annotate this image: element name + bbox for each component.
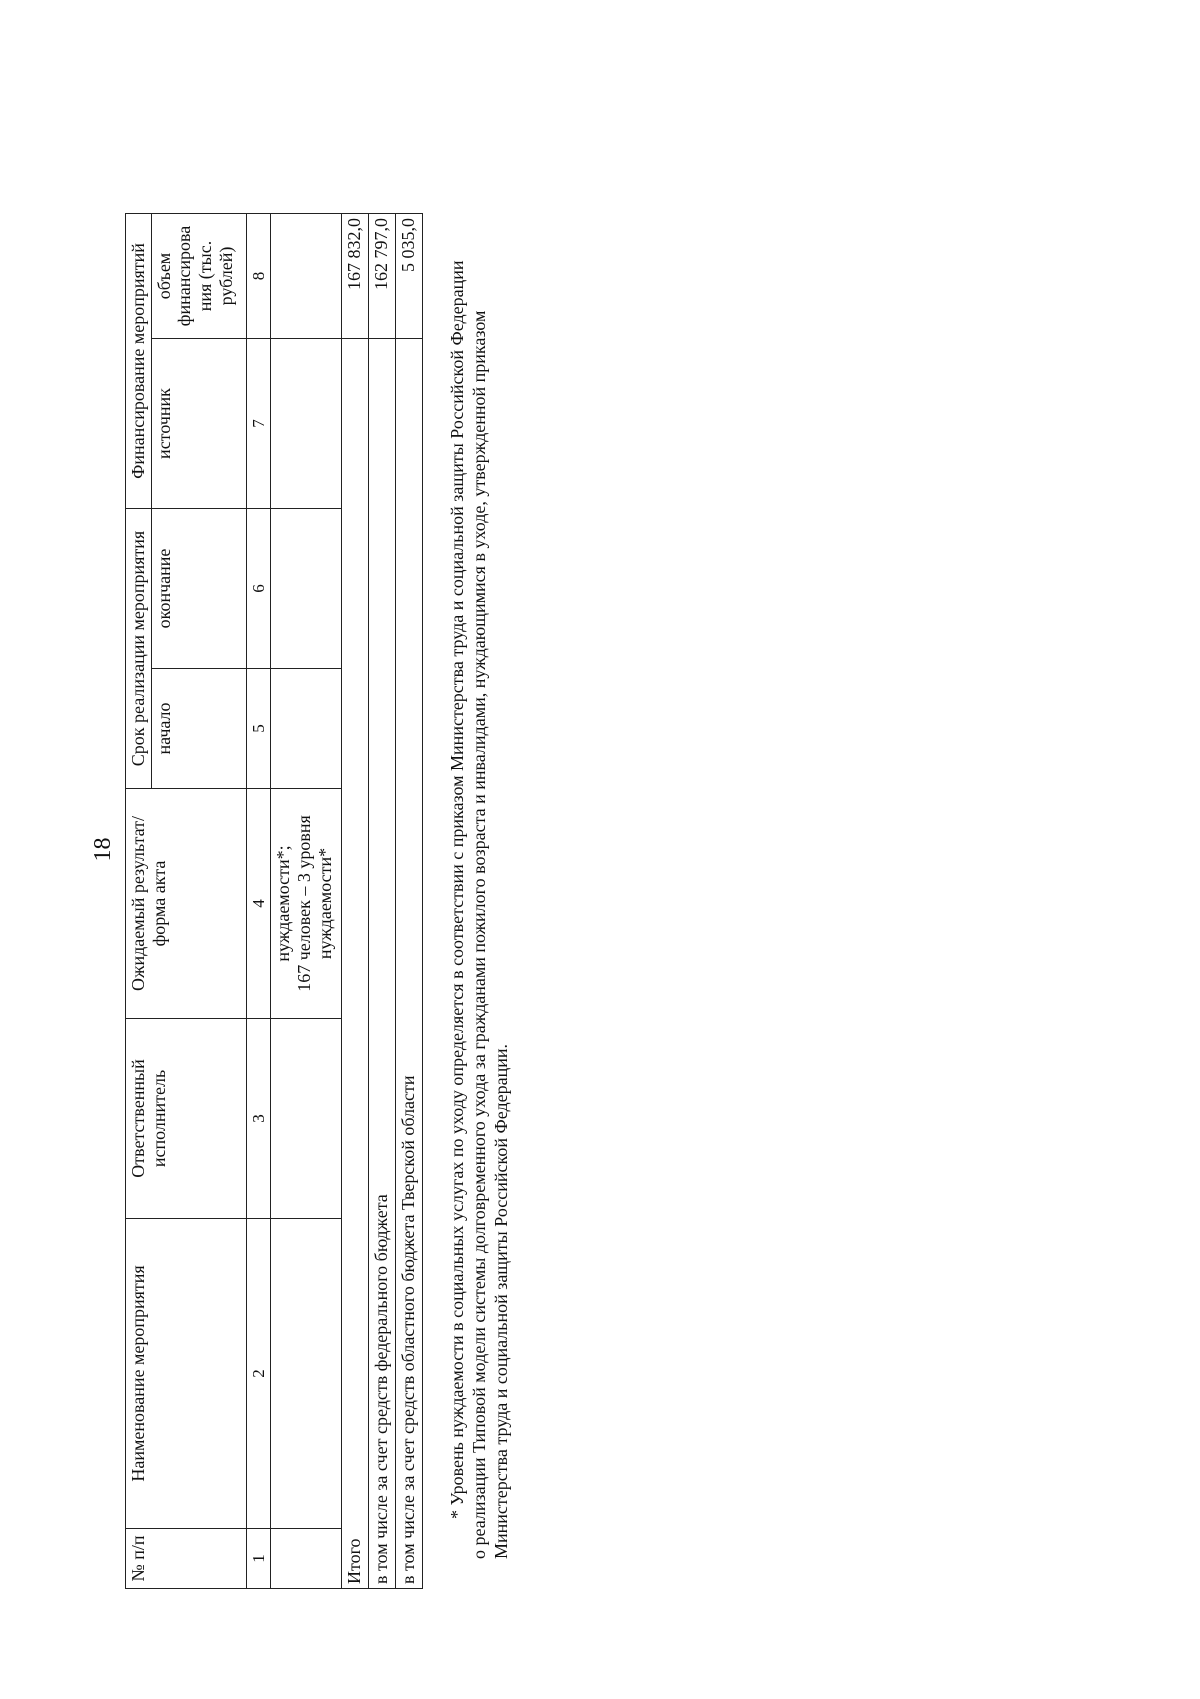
- total-label: Итого: [342, 339, 369, 1589]
- expected-result-cell: [271, 789, 342, 1019]
- expected-result-line: нуждаемости*;: [273, 845, 294, 962]
- table-cell: [271, 1219, 342, 1529]
- table-cell: [271, 669, 342, 789]
- column-number: 5: [246, 669, 271, 789]
- column-number: 8: [246, 214, 271, 339]
- header-financing-group: Финансирование мероприятий: [126, 214, 152, 509]
- activities-table: [125, 213, 423, 1589]
- total-value: 167 832,0: [342, 214, 369, 339]
- header-expected-result: Ожидаемый результат/форма акта: [126, 789, 247, 1019]
- header-number: № п/п: [126, 1529, 247, 1589]
- table-header-row: [126, 214, 152, 1589]
- column-number: 2: [246, 1219, 271, 1529]
- page-number: 18: [90, 837, 116, 862]
- header-term-group: Срок реализации мероприятия: [126, 509, 152, 789]
- header-financing-source: источник: [151, 339, 246, 509]
- header-financing-volume: объем финансирова ния (тыс. рублей): [151, 214, 246, 339]
- header-term-start: начало: [151, 669, 246, 789]
- column-number: 1: [246, 1529, 271, 1589]
- federal-budget-label: в том числе за счет средств федерального бюджета: [369, 339, 396, 1589]
- table-cell: [271, 1529, 342, 1589]
- regional-budget-value: 5 035,0: [396, 214, 423, 339]
- footnote: [446, 139, 512, 1559]
- federal-budget-value: 162 797,0: [369, 214, 396, 339]
- header-activity-name: Наименование мероприятия: [126, 1219, 247, 1529]
- regional-budget-label: в том числе за счет средств областного бюджета Тверской области: [396, 339, 423, 1589]
- footnote-line: * Уровень нуждаемости в социальных услугах по уходу определяется в соответствии с приказом Министерства труда и социальной защиты Российской Федерации: [447, 260, 467, 1519]
- federal-budget-row: [369, 214, 396, 1589]
- expected-result-line: 167 человек – 3 уровня: [293, 815, 314, 992]
- column-number: 6: [246, 509, 271, 669]
- column-number: 3: [246, 1019, 271, 1219]
- table-cell: [271, 509, 342, 669]
- regional-budget-row: [396, 214, 423, 1589]
- table-cell: [271, 214, 342, 339]
- footnote-line: Министерства труда и социальной защиты Российской Федерации.: [491, 1044, 511, 1559]
- table-cell: [271, 339, 342, 509]
- expected-result-line: нуждаемости*: [314, 847, 335, 960]
- column-number-row: [246, 214, 271, 1589]
- total-row: [342, 214, 369, 1589]
- column-number: 7: [246, 339, 271, 509]
- table-cell: [271, 1019, 342, 1219]
- header-term-end: окончание: [151, 509, 246, 669]
- header-responsible: Ответственный исполнитель: [126, 1019, 247, 1219]
- column-number: 4: [246, 789, 271, 1019]
- table-row: [271, 214, 342, 1589]
- footnote-line: о реализации Типовой модели системы долговременного ухода за гражданами пожилого возраста и инвалидами, нуждающимися в уходе, утвержденной приказом: [469, 310, 489, 1559]
